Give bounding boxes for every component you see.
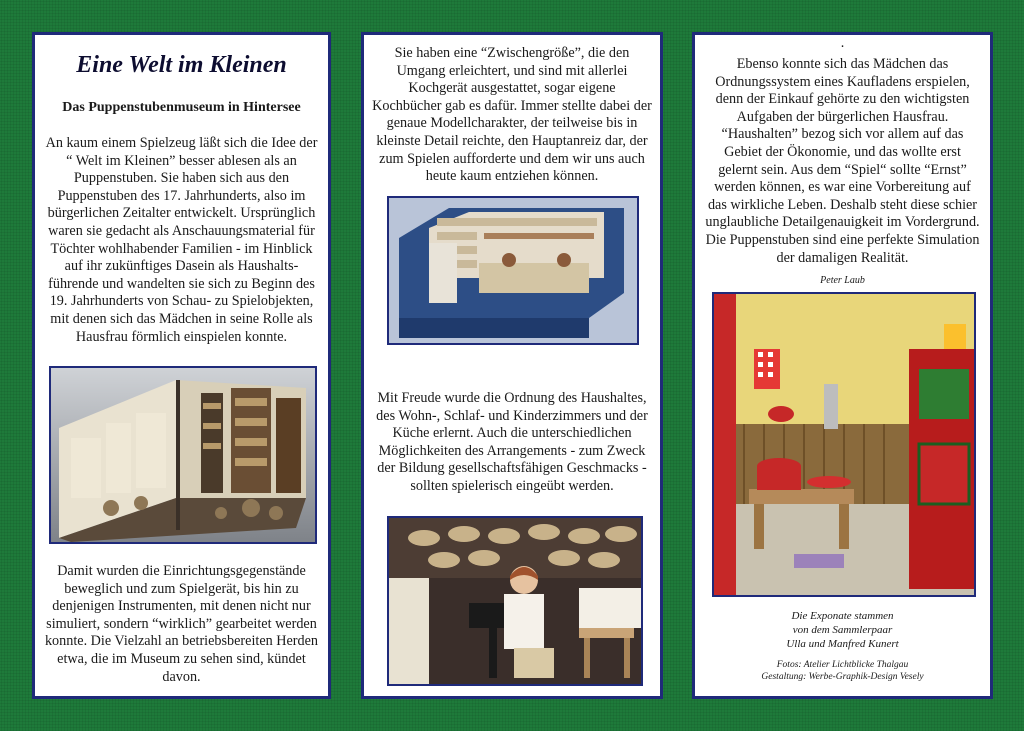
kitchen-image	[714, 294, 974, 595]
paragraph-2: Mit Freude wurde die Ordnung des Haushaltes, des Wohn-, Schlaf- und Kinderzimmers und der Küche erlernt. Auch die unterschiedlichen Möglichkeiten des Arrangements - zum Zweck der Bildung gesellschaftsfähigen Geschmacks - sollten spielerisch eingeübt werden.	[376, 390, 648, 494]
stray-dot: .	[840, 35, 845, 51]
kitchen-photo	[712, 292, 976, 597]
sewing-doll-photo	[387, 516, 643, 686]
credit-line-1: Die Exponate stammen	[791, 610, 894, 622]
paragraph-3: Ebenso konnte sich das Mädchen das Ordnungssystem eines Kaufladens erspielen, denn der Einkauf gehörte zu den wichtigsten Aufgaben der bürgerlichen Hausfrau. “Haushalten” bezog sich vor allem auf das Gebiet der Ökonomie, und das wollte erst gelernt sein. Aus dem “Spiel“ sollte “Ernst” werden können, es war eine Vorbereitung auf das wirkliche Leben. Deshalb steht diese schier unglaubliche Detailgenauigkeit im Vordergrund. Die Puppenstuben sind eine perfekte Simulation der damaligen Realität.	[705, 56, 980, 266]
design-credit: Gestaltung: Werbe-Graphik-Design Vesely	[761, 672, 924, 682]
intro-paragraph: An kaum einem Spielzeug läßt sich die Idee der “ Welt im Kleinen” besser ablesen als an Puppenstuben. Sie haben sich aus den Puppenstuben des 17. Jahrhunderts, also im bürgerlichen Zeitalter entwickelt. Ursprünglich waren sie gedacht als Anschauungsmaterial für Töchter wohlhabender Familien - im Hinblick auf ihr zukünftiges Dasein als Haushalts-führende und wandelten sie sich zu Beginn des 19. Jahrhunderts von Schau- zu Spielobjekten, mit denen sich das Mädchen in seine Rolle als Hausfrau förmlich einspielen konnte.	[45, 135, 318, 345]
outro-paragraph: Damit wurden die Einrichtungsgegenstände beweglich und zum Spielgerät, bis hin zu denjenigen Instrumenten, mit denen nicht nur simuliert, sondern “wirklich” gearbeitet werden konnte. Die Vielzahl an betriebsbereiten Herden etwa, die im Museum zu sehen sind, kündet davon.	[44, 563, 319, 685]
photo-credit: Fotos: Atelier Lichtblicke Thalgau	[776, 660, 909, 670]
author-signature: Peter Laub	[820, 275, 865, 286]
middle-panel	[361, 32, 663, 699]
page-title: Eine Welt im Kleinen	[76, 52, 287, 78]
sewing-doll-image	[389, 518, 641, 684]
right-panel	[692, 32, 993, 699]
left-panel	[32, 32, 331, 699]
dollhouse-shop-photo	[49, 366, 317, 544]
credit-line-3: Ulla und Manfred Kunert	[786, 638, 899, 650]
linen-room-photo	[387, 196, 639, 345]
paragraph-1: Sie haben eine “Zwischengröße”, die den Umgang erleichtert, und sind mit allerlei Kochgerät ausgestattet, sogar eigene Kochbücher gab es dafür. Immer stellte dabei der genaue Modellcharakter, der teilweise bis in kleinste Detail reichte, den Hauptanreiz dar, der zum Spielen aufforderte und dem wir uns auch heute kaum entziehen können.	[372, 45, 652, 185]
dollhouse-shop-image	[51, 368, 315, 542]
credit-line-2: von dem Sammlerpaar	[792, 624, 893, 636]
subtitle: Das Puppenstubenmuseum in Hintersee	[62, 100, 301, 115]
linen-room-image	[389, 198, 637, 343]
